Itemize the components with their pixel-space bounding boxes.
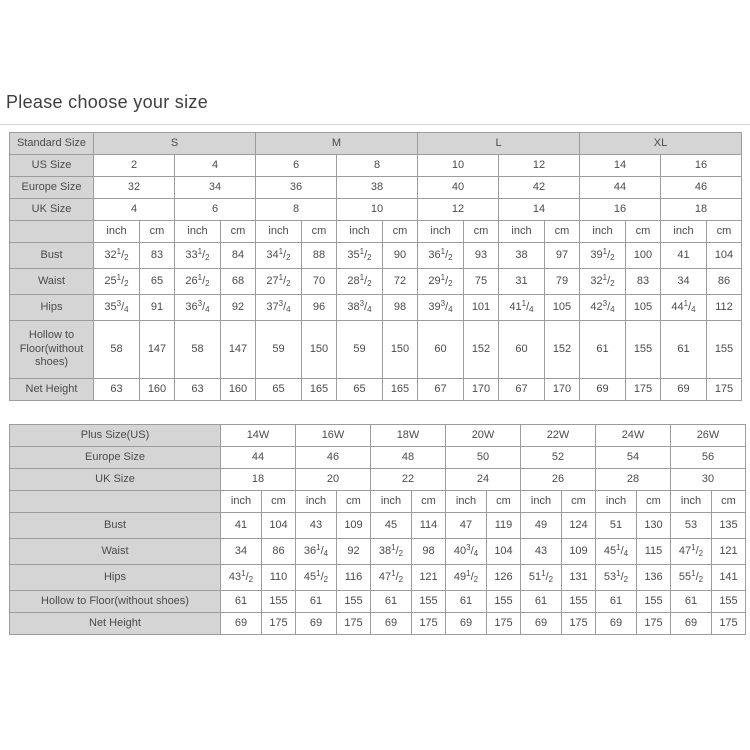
unit-cell: cm [626, 221, 661, 243]
value-cell: 115 [637, 539, 671, 565]
value-cell: 61 [580, 321, 626, 379]
unit-cell: inch [671, 491, 712, 513]
value-cell: 175 [487, 613, 521, 635]
value-cell: 116 [337, 565, 371, 591]
table-row [10, 513, 746, 539]
table-row [10, 269, 742, 295]
row-label: Net Height [10, 613, 221, 635]
standard-size-table [9, 132, 742, 401]
value-cell: 43 [296, 513, 337, 539]
value-cell: 155 [626, 321, 661, 379]
value-cell: 135 [712, 513, 746, 539]
size-cell: 26 [521, 469, 596, 491]
unit-cell: cm [383, 221, 418, 243]
value-cell: $32^1/_2$ [94, 243, 140, 269]
value-cell: 59 [256, 321, 302, 379]
size-cell: 36 [256, 177, 337, 199]
value-cell: $34^1/_2$ [256, 243, 302, 269]
value-cell: 69 [446, 613, 487, 635]
value-cell: 175 [262, 613, 296, 635]
value-cell: 60 [499, 321, 545, 379]
title-divider [0, 124, 750, 125]
table-row [10, 469, 746, 491]
value-cell: 104 [707, 243, 742, 269]
unit-cell: cm [464, 221, 499, 243]
unit-cell: inch [418, 221, 464, 243]
unit-cell: inch [175, 221, 221, 243]
value-cell: 34 [221, 539, 262, 565]
size-cell: 14 [580, 155, 661, 177]
unit-cell: cm [487, 491, 521, 513]
table-corner-header: Standard Size [10, 133, 94, 155]
unit-cell: inch [221, 491, 262, 513]
value-cell: 150 [302, 321, 337, 379]
unit-cell: inch [337, 221, 383, 243]
size-cell: 44 [580, 177, 661, 199]
value-cell: 61 [596, 591, 637, 613]
value-cell: 124 [562, 513, 596, 539]
unit-cell: cm [140, 221, 175, 243]
unit-cell: inch [661, 221, 707, 243]
size-cell: 52 [521, 447, 596, 469]
value-cell: $26^1/_2$ [175, 269, 221, 295]
value-cell: 165 [302, 379, 337, 401]
value-cell: 131 [562, 565, 596, 591]
value-cell: 152 [545, 321, 580, 379]
value-cell: 65 [256, 379, 302, 401]
size-group-header: 16W [296, 425, 371, 447]
unit-cell: cm [337, 491, 371, 513]
value-cell: $41^1/_4$ [499, 295, 545, 321]
value-cell: 61 [661, 321, 707, 379]
value-cell: 65 [140, 269, 175, 295]
table-row [10, 155, 742, 177]
value-cell: 101 [464, 295, 499, 321]
value-cell: 96 [302, 295, 337, 321]
unit-cell: cm [562, 491, 596, 513]
value-cell: 69 [671, 613, 712, 635]
value-cell: 98 [412, 539, 446, 565]
table-row [10, 177, 742, 199]
row-label: Hollow to Floor(without shoes) [10, 321, 94, 379]
value-cell: 91 [140, 295, 175, 321]
value-cell: 61 [296, 591, 337, 613]
value-cell: 41 [221, 513, 262, 539]
value-cell: 155 [562, 591, 596, 613]
size-group-header: 14W [221, 425, 296, 447]
size-cell: 44 [221, 447, 296, 469]
value-cell: 59 [337, 321, 383, 379]
value-cell: 45 [371, 513, 412, 539]
size-cell: 32 [94, 177, 175, 199]
value-cell: $36^1/_2$ [418, 243, 464, 269]
table-row [10, 199, 742, 221]
table-row [10, 591, 746, 613]
value-cell: 105 [545, 295, 580, 321]
table-corner-header: Plus Size(US) [10, 425, 221, 447]
value-cell: 155 [637, 591, 671, 613]
value-cell: 79 [545, 269, 580, 295]
value-cell: 175 [707, 379, 742, 401]
value-cell: 98 [383, 295, 418, 321]
size-cell: 6 [175, 199, 256, 221]
value-cell: 72 [383, 269, 418, 295]
value-cell: 92 [337, 539, 371, 565]
value-cell: 105 [626, 295, 661, 321]
value-cell: $35^1/_2$ [337, 243, 383, 269]
value-cell: 160 [221, 379, 256, 401]
value-cell: 38 [499, 243, 545, 269]
row-label-empty [10, 221, 94, 243]
value-cell: 175 [626, 379, 661, 401]
value-cell: 155 [262, 591, 296, 613]
value-cell: $35^3/_4$ [94, 295, 140, 321]
value-cell: 69 [521, 613, 562, 635]
size-cell: 8 [337, 155, 418, 177]
value-cell: $25^1/_2$ [94, 269, 140, 295]
value-cell: 61 [371, 591, 412, 613]
unit-cell: inch [296, 491, 337, 513]
value-cell: 63 [94, 379, 140, 401]
row-label: Hollow to Floor(without shoes) [10, 591, 221, 613]
row-label: UK Size [10, 199, 94, 221]
size-cell: 48 [371, 447, 446, 469]
table-row [10, 379, 742, 401]
value-cell: 69 [661, 379, 707, 401]
value-cell: $45^1/_4$ [596, 539, 637, 565]
size-cell: 28 [596, 469, 671, 491]
plus-table-body [10, 425, 746, 635]
value-cell: 69 [596, 613, 637, 635]
size-cell: 12 [499, 155, 580, 177]
row-label: US Size [10, 155, 94, 177]
value-cell: 90 [383, 243, 418, 269]
value-cell: 61 [221, 591, 262, 613]
value-cell: $32^1/_2$ [580, 269, 626, 295]
size-cell: 10 [337, 199, 418, 221]
value-cell: 70 [302, 269, 337, 295]
size-cell: 4 [175, 155, 256, 177]
value-cell: $55^1/_2$ [671, 565, 712, 591]
unit-cell: cm [221, 221, 256, 243]
size-cell: 2 [94, 155, 175, 177]
table-row [10, 295, 742, 321]
value-cell: 61 [446, 591, 487, 613]
value-cell: 155 [487, 591, 521, 613]
value-cell: $36^3/_4$ [175, 295, 221, 321]
value-cell: 155 [707, 321, 742, 379]
value-cell: 112 [707, 295, 742, 321]
value-cell: $33^1/_2$ [175, 243, 221, 269]
table-row [10, 491, 746, 513]
size-group-header: XL [580, 133, 742, 155]
unit-cell: inch [580, 221, 626, 243]
value-cell: 109 [337, 513, 371, 539]
row-label: Hips [10, 295, 94, 321]
value-cell: $39^3/_4$ [418, 295, 464, 321]
size-cell: 22 [371, 469, 446, 491]
size-cell: 56 [671, 447, 746, 469]
size-group-header: M [256, 133, 418, 155]
value-cell: 60 [418, 321, 464, 379]
value-cell: 67 [418, 379, 464, 401]
value-cell: $44^1/_4$ [661, 295, 707, 321]
value-cell: 160 [140, 379, 175, 401]
size-cell: 16 [661, 155, 742, 177]
value-cell: 110 [262, 565, 296, 591]
value-cell: 83 [626, 269, 661, 295]
value-cell: 34 [661, 269, 707, 295]
value-cell: $27^1/_2$ [256, 269, 302, 295]
value-cell: $38^3/_4$ [337, 295, 383, 321]
value-cell: 121 [712, 539, 746, 565]
standard-table-body [10, 133, 742, 401]
value-cell: 114 [412, 513, 446, 539]
value-cell: $45^1/_2$ [296, 565, 337, 591]
unit-cell: cm [302, 221, 337, 243]
unit-cell: inch [371, 491, 412, 513]
size-cell: 46 [661, 177, 742, 199]
value-cell: 65 [337, 379, 383, 401]
unit-cell: inch [596, 491, 637, 513]
value-cell: 126 [487, 565, 521, 591]
row-label: Europe Size [10, 177, 94, 199]
row-label: Europe Size [10, 447, 221, 469]
value-cell: 104 [487, 539, 521, 565]
value-cell: $38^1/_2$ [371, 539, 412, 565]
row-label: Waist [10, 269, 94, 295]
size-cell: 6 [256, 155, 337, 177]
size-group-header: 26W [671, 425, 746, 447]
value-cell: 150 [383, 321, 418, 379]
size-cell: 4 [94, 199, 175, 221]
size-cell: 24 [446, 469, 521, 491]
size-group-header: S [94, 133, 256, 155]
size-cell: 30 [671, 469, 746, 491]
value-cell: $47^1/_2$ [671, 539, 712, 565]
value-cell: 147 [221, 321, 256, 379]
value-cell: 100 [626, 243, 661, 269]
value-cell: 61 [521, 591, 562, 613]
value-cell: 92 [221, 295, 256, 321]
value-cell: 155 [412, 591, 446, 613]
value-cell: $28^1/_2$ [337, 269, 383, 295]
size-cell: 8 [256, 199, 337, 221]
value-cell: $43^1/_2$ [221, 565, 262, 591]
page-title: Please choose your size [6, 92, 209, 112]
row-label: Bust [10, 513, 221, 539]
unit-cell: cm [712, 491, 746, 513]
value-cell: 88 [302, 243, 337, 269]
value-cell: 58 [94, 321, 140, 379]
size-cell: 18 [661, 199, 742, 221]
table-row [10, 447, 746, 469]
size-cell: 46 [296, 447, 371, 469]
table-row [10, 565, 746, 591]
value-cell: 84 [221, 243, 256, 269]
value-cell: 68 [221, 269, 256, 295]
unit-cell: inch [256, 221, 302, 243]
value-cell: 152 [464, 321, 499, 379]
value-cell: 121 [412, 565, 446, 591]
value-cell: 155 [337, 591, 371, 613]
row-label: Bust [10, 243, 94, 269]
row-label: Hips [10, 565, 221, 591]
row-label: Net Height [10, 379, 94, 401]
value-cell: 69 [221, 613, 262, 635]
value-cell: 175 [562, 613, 596, 635]
value-cell: 175 [637, 613, 671, 635]
size-cell: 34 [175, 177, 256, 199]
value-cell: $51^1/_2$ [521, 565, 562, 591]
size-cell: 18 [221, 469, 296, 491]
value-cell: 170 [464, 379, 499, 401]
value-cell: 67 [499, 379, 545, 401]
value-cell: 53 [671, 513, 712, 539]
table-row [10, 133, 742, 155]
value-cell: 175 [412, 613, 446, 635]
value-cell: 97 [545, 243, 580, 269]
size-cell: 14 [499, 199, 580, 221]
size-cell: 38 [337, 177, 418, 199]
value-cell: $37^3/_4$ [256, 295, 302, 321]
value-cell: $39^1/_2$ [580, 243, 626, 269]
value-cell: $29^1/_2$ [418, 269, 464, 295]
table-row [10, 221, 742, 243]
table-row [10, 321, 742, 379]
size-group-header: 18W [371, 425, 446, 447]
value-cell: $47^1/_2$ [371, 565, 412, 591]
value-cell: 104 [262, 513, 296, 539]
unit-cell: inch [499, 221, 545, 243]
table-row [10, 613, 746, 635]
size-cell: 50 [446, 447, 521, 469]
value-cell: 165 [383, 379, 418, 401]
unit-cell: inch [94, 221, 140, 243]
value-cell: 69 [371, 613, 412, 635]
unit-cell: inch [446, 491, 487, 513]
table-row [10, 425, 746, 447]
size-group-header: 20W [446, 425, 521, 447]
size-cell: 42 [499, 177, 580, 199]
value-cell: $36^1/_4$ [296, 539, 337, 565]
size-cell: 16 [580, 199, 661, 221]
value-cell: 86 [707, 269, 742, 295]
value-cell: $49^1/_2$ [446, 565, 487, 591]
value-cell: 47 [446, 513, 487, 539]
size-group-header: L [418, 133, 580, 155]
size-cell: 20 [296, 469, 371, 491]
value-cell: 51 [596, 513, 637, 539]
value-cell: 93 [464, 243, 499, 269]
row-label: Waist [10, 539, 221, 565]
unit-cell: cm [707, 221, 742, 243]
unit-cell: cm [637, 491, 671, 513]
value-cell: 75 [464, 269, 499, 295]
value-cell: 69 [580, 379, 626, 401]
value-cell: 136 [637, 565, 671, 591]
unit-cell: cm [412, 491, 446, 513]
row-label: UK Size [10, 469, 221, 491]
size-cell: 10 [418, 155, 499, 177]
unit-cell: cm [262, 491, 296, 513]
value-cell: 61 [671, 591, 712, 613]
value-cell: $53^1/_2$ [596, 565, 637, 591]
table-row [10, 243, 742, 269]
value-cell: 130 [637, 513, 671, 539]
value-cell: 147 [140, 321, 175, 379]
value-cell: 58 [175, 321, 221, 379]
value-cell: 175 [337, 613, 371, 635]
value-cell: 31 [499, 269, 545, 295]
value-cell: $40^3/_4$ [446, 539, 487, 565]
value-cell: 119 [487, 513, 521, 539]
value-cell: 43 [521, 539, 562, 565]
unit-cell: cm [545, 221, 580, 243]
plus-size-table [9, 424, 746, 635]
table-row [10, 539, 746, 565]
unit-cell: inch [521, 491, 562, 513]
value-cell: $42^3/_4$ [580, 295, 626, 321]
value-cell: 41 [661, 243, 707, 269]
value-cell: 49 [521, 513, 562, 539]
row-label-empty [10, 491, 221, 513]
size-group-header: 24W [596, 425, 671, 447]
size-group-header: 22W [521, 425, 596, 447]
size-cell: 54 [596, 447, 671, 469]
value-cell: 170 [545, 379, 580, 401]
value-cell: 141 [712, 565, 746, 591]
value-cell: 86 [262, 539, 296, 565]
value-cell: 83 [140, 243, 175, 269]
value-cell: 109 [562, 539, 596, 565]
size-cell: 40 [418, 177, 499, 199]
size-cell: 12 [418, 199, 499, 221]
value-cell: 175 [712, 613, 746, 635]
value-cell: 69 [296, 613, 337, 635]
value-cell: 63 [175, 379, 221, 401]
value-cell: 155 [712, 591, 746, 613]
